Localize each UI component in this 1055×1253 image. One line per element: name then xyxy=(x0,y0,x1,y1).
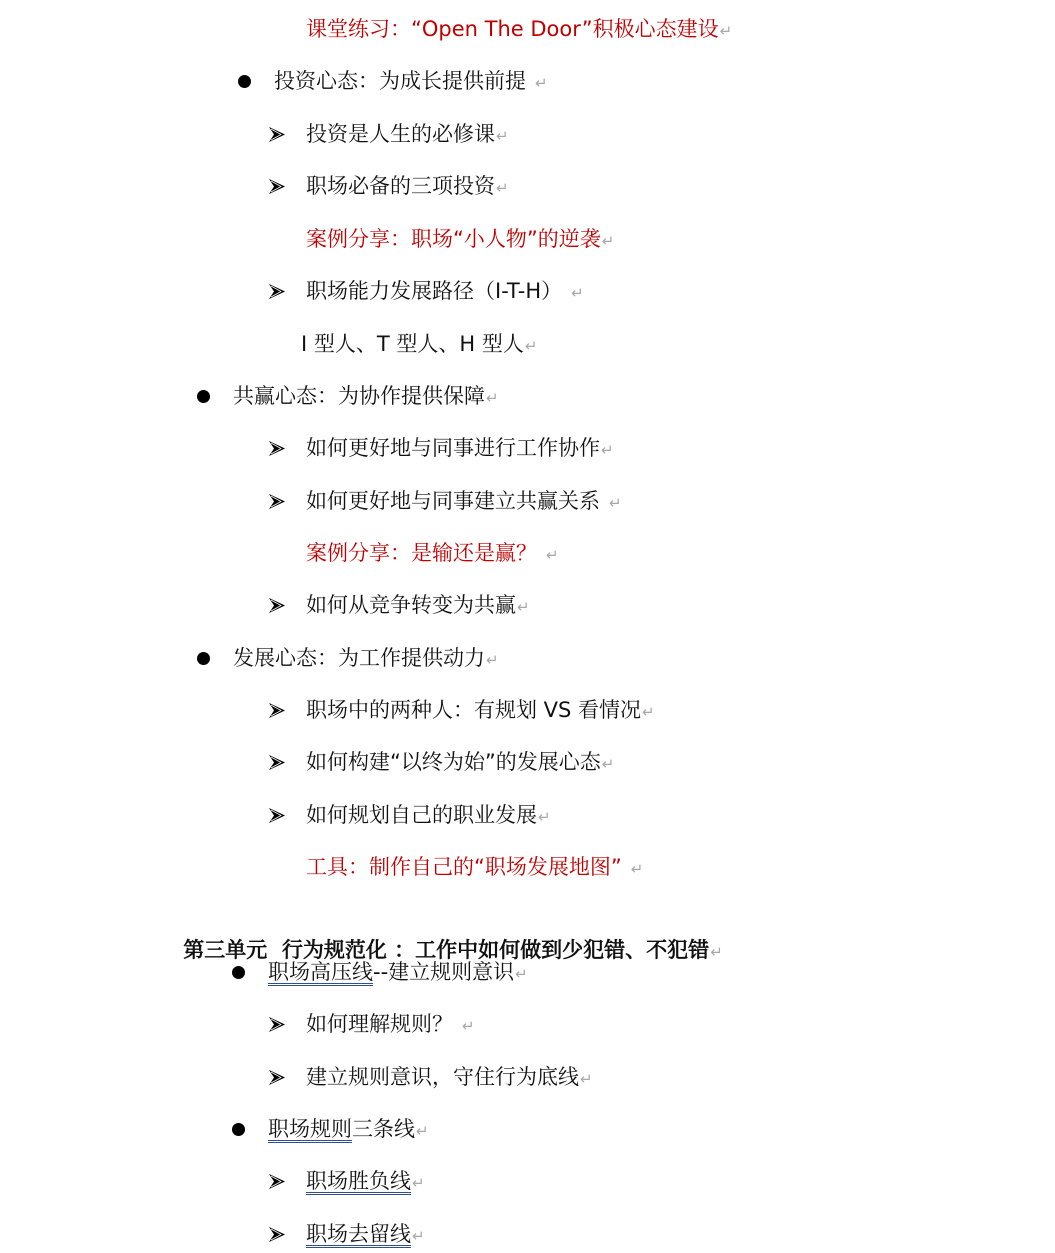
sub-item-text: 建立规则意识，守住行为底线 xyxy=(306,1065,579,1089)
sub-item-text: 投资是人生的必修课 xyxy=(306,122,495,146)
bullet-text: 投资心态：为成长提供前提 xyxy=(274,69,526,93)
arrow-bullet-icon xyxy=(269,1174,285,1189)
underlined-text: 职场胜负线 xyxy=(306,1169,411,1193)
return-mark-icon: ↵ xyxy=(496,179,509,197)
bullet-text: 三条线 xyxy=(352,1117,415,1141)
arrow-bullet-icon xyxy=(269,494,285,509)
bullet-dot-icon xyxy=(232,1123,245,1136)
return-mark-icon: ↵ xyxy=(642,703,655,721)
bullet-text: --建立规则意识 xyxy=(373,960,515,984)
return-mark-icon: ↵ xyxy=(462,1017,475,1035)
return-mark-icon: ↵ xyxy=(601,755,615,773)
practice-text: 课堂练习：“Open The Door”积极心态建设 xyxy=(306,17,719,41)
return-mark-icon: ↵ xyxy=(719,22,733,40)
arrow-bullet-icon xyxy=(269,755,285,770)
return-mark-icon: ↵ xyxy=(412,1227,425,1245)
arrow-bullet-icon xyxy=(269,284,285,299)
sub-item-text: 如何构建“以终为始”的发展心态 xyxy=(306,750,601,774)
return-mark-icon: ↵ xyxy=(515,965,528,983)
arrow-bullet-icon xyxy=(269,1227,285,1242)
return-mark-icon: ↵ xyxy=(571,284,584,302)
underlined-text: 职场规则 xyxy=(268,1117,352,1141)
return-mark-icon: ↵ xyxy=(546,546,559,564)
section-heading: 第三单元 行为规范化 ：工作中如何做到少犯错、不犯错 xyxy=(183,938,710,962)
sub-item-text: 职场中的两种人：有规划 VS 看情况 xyxy=(306,698,642,722)
arrow-bullet-icon xyxy=(269,441,285,456)
underlined-text: 职场去留线 xyxy=(306,1222,411,1246)
sub-item-text: 如何从竞争转变为共赢 xyxy=(306,593,516,617)
arrow-bullet-icon xyxy=(269,179,285,194)
bullet-text: 共赢心态：为协作提供保障 xyxy=(233,384,485,408)
return-mark-icon: ↵ xyxy=(524,337,538,355)
tool-text: 工具：制作自己的“职场发展地图” xyxy=(306,855,622,879)
arrow-bullet-icon xyxy=(269,1017,285,1032)
return-mark-icon: ↵ xyxy=(517,598,530,616)
sub-item-text: 如何规划自己的职业发展 xyxy=(306,803,537,827)
return-mark-icon: ↵ xyxy=(486,651,499,669)
return-mark-icon: ↵ xyxy=(538,808,551,826)
return-mark-icon: ↵ xyxy=(630,860,644,878)
sub-item-text: 职场必备的三项投资 xyxy=(306,174,495,198)
return-mark-icon: ↵ xyxy=(601,441,614,459)
return-mark-icon: ↵ xyxy=(416,1122,429,1140)
arrow-bullet-icon xyxy=(269,1070,285,1085)
return-mark-icon: ↵ xyxy=(535,74,548,92)
body-text: I 型人、T 型人、H 型人 xyxy=(301,332,524,356)
sub-item-text: 如何更好地与同事建立共赢关系 xyxy=(306,489,600,513)
sub-item-text: 如何理解规则？ xyxy=(306,1012,453,1036)
sub-item-text: 职场能力发展路径（I-T-H） xyxy=(306,279,563,303)
bullet-dot-icon xyxy=(238,75,251,88)
arrow-bullet-icon xyxy=(269,808,285,823)
return-mark-icon: ↵ xyxy=(580,1070,593,1088)
bullet-text: 发展心态：为工作提供动力 xyxy=(233,646,485,670)
return-mark-icon: ↵ xyxy=(710,943,723,961)
return-mark-icon: ↵ xyxy=(601,232,615,250)
return-mark-icon: ↵ xyxy=(486,389,499,407)
bullet-dot-icon xyxy=(197,390,210,403)
underlined-text: 职场高压线 xyxy=(268,960,373,984)
arrow-bullet-icon xyxy=(269,127,285,142)
case-text: 案例分享：职场“小人物”的逆袭 xyxy=(306,227,601,251)
bullet-dot-icon xyxy=(197,652,210,665)
return-mark-icon: ↵ xyxy=(496,127,509,145)
bullet-dot-icon xyxy=(232,966,245,979)
return-mark-icon: ↵ xyxy=(412,1174,425,1192)
arrow-bullet-icon xyxy=(269,703,285,718)
sub-item-text: 如何更好地与同事进行工作协作 xyxy=(306,436,600,460)
return-mark-icon: ↵ xyxy=(609,494,622,512)
case-text: 案例分享：是输还是赢？ xyxy=(306,541,537,565)
arrow-bullet-icon xyxy=(269,598,285,613)
